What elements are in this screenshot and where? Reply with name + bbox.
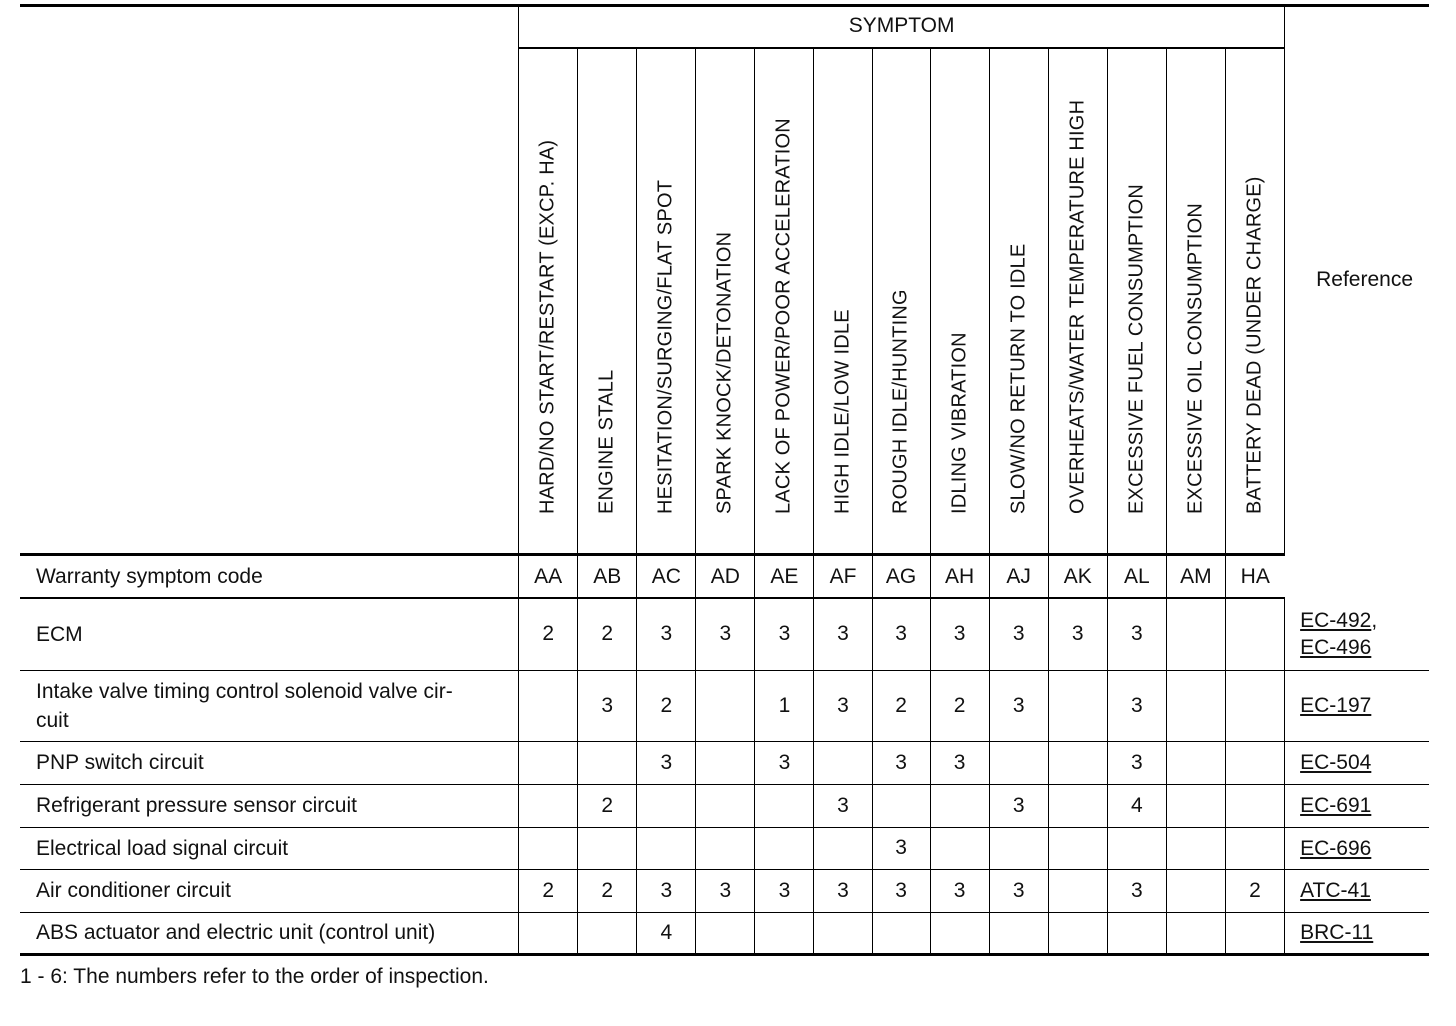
inspection-order-cell [519, 670, 578, 741]
symptom-header-label: HESITATION/SURGING/FLAT SPOT [654, 179, 677, 514]
table-row [20, 912, 1429, 954]
reference-header: Reference [1285, 5, 1429, 555]
inspection-order-cell: 3 [872, 869, 930, 912]
symptom-header [519, 48, 578, 555]
inspection-order-cell: 3 [755, 741, 814, 784]
symptom-header [872, 48, 930, 555]
inspection-order-cell [989, 912, 1048, 954]
table-row [20, 670, 1429, 741]
symptom-table [20, 5, 1429, 956]
symptom-header-label: HARD/NO START/RESTART (EXCP. HA) [536, 139, 559, 514]
inspection-order-cell: 3 [696, 869, 755, 912]
reference-cell [1285, 670, 1429, 741]
warranty-code: AM [1166, 555, 1225, 599]
inspection-order-cell: 4 [1107, 784, 1166, 827]
inspection-order-cell: 3 [1107, 598, 1166, 670]
reference-link[interactable]: EC-492 [1300, 608, 1372, 632]
row-label: Air conditioner circuit [20, 869, 519, 912]
inspection-order-cell [578, 827, 637, 869]
inspection-order-cell: 3 [814, 598, 872, 670]
table-row [20, 598, 1429, 670]
inspection-order-cell [1048, 869, 1107, 912]
inspection-order-cell [1166, 741, 1225, 784]
inspection-order-cell [519, 784, 578, 827]
inspection-order-cell [930, 784, 989, 827]
row-label: ECM [20, 598, 519, 670]
inspection-order-cell [519, 827, 578, 869]
inspection-order-cell [989, 827, 1048, 869]
row-label: PNP switch circuit [20, 741, 519, 784]
warranty-code: HA [1225, 555, 1284, 599]
table-row [20, 741, 1429, 784]
inspection-order-cell [1166, 827, 1225, 869]
footnote: 1 - 6: The numbers refer to the order of inspection. [20, 965, 489, 988]
reference-link[interactable]: EC-696 [1300, 836, 1372, 860]
inspection-order-cell [1166, 598, 1225, 670]
reference-cell [1285, 827, 1429, 869]
symptom-header-label: ENGINE STALL [595, 369, 618, 514]
warranty-code-label: Warranty symptom code [20, 555, 519, 599]
inspection-order-cell [637, 784, 696, 827]
inspection-order-cell: 3 [930, 598, 989, 670]
inspection-order-cell [1225, 598, 1284, 670]
reference-link[interactable]: EC-504 [1300, 751, 1372, 774]
reference-link[interactable]: ATC-41 [1300, 879, 1371, 902]
inspection-order-cell: 2 [578, 784, 637, 827]
inspection-order-cell: 3 [872, 598, 930, 670]
inspection-order-cell [637, 827, 696, 869]
reference-cell [1285, 912, 1429, 954]
reference-cell [1285, 784, 1429, 827]
inspection-order-cell: 3 [1107, 869, 1166, 912]
warranty-code: AJ [989, 555, 1048, 599]
inspection-order-cell [578, 741, 637, 784]
inspection-order-cell [1166, 869, 1225, 912]
inspection-order-cell [872, 784, 930, 827]
symptom-header-label: SPARK KNOCK/DETONATION [713, 231, 736, 514]
symptom-header [1225, 48, 1284, 555]
reference-separator: , [1371, 608, 1378, 632]
inspection-order-cell [519, 912, 578, 954]
inspection-order-cell: 2 [578, 598, 637, 670]
inspection-order-cell: 3 [1048, 598, 1107, 670]
reference-link[interactable]: EC-691 [1300, 794, 1372, 817]
reference-link[interactable]: EC-496 [1300, 635, 1372, 659]
symptom-header-label: BATTERY DEAD (UNDER CHARGE) [1243, 176, 1266, 514]
inspection-order-cell [1048, 670, 1107, 741]
reference-cell [1285, 598, 1429, 670]
warranty-code: AC [637, 555, 696, 599]
warranty-code: AG [872, 555, 930, 599]
symptom-header-label: IDLING VIBRATION [948, 332, 971, 514]
inspection-order-cell [696, 784, 755, 827]
row-label: ABS actuator and electric unit (control unit) [20, 912, 519, 954]
inspection-order-cell: 3 [814, 784, 872, 827]
inspection-order-cell [1107, 912, 1166, 954]
inspection-order-cell: 2 [872, 670, 930, 741]
inspection-order-cell [814, 827, 872, 869]
inspection-order-cell [696, 741, 755, 784]
row-label: Intake valve timing control solenoid valve cir- cuit [20, 670, 519, 741]
inspection-order-cell: 3 [930, 869, 989, 912]
reference-link[interactable]: EC-197 [1300, 694, 1372, 717]
inspection-order-cell: 3 [814, 869, 872, 912]
warranty-code-row [20, 555, 1429, 599]
symptom-header [578, 48, 637, 555]
reference-link[interactable]: BRC-11 [1300, 921, 1374, 944]
inspection-order-cell: 2 [637, 670, 696, 741]
inspection-order-cell: 3 [696, 598, 755, 670]
inspection-order-cell: 3 [637, 598, 696, 670]
row-label: Electrical load signal circuit [20, 827, 519, 869]
table-row [20, 784, 1429, 827]
inspection-order-cell: 3 [989, 670, 1048, 741]
inspection-order-cell [696, 912, 755, 954]
inspection-order-cell [1048, 741, 1107, 784]
inspection-order-cell: 3 [989, 869, 1048, 912]
symptom-header-label: SLOW/NO RETURN TO IDLE [1007, 243, 1030, 514]
inspection-order-cell [1107, 827, 1166, 869]
inspection-order-cell [1048, 912, 1107, 954]
inspection-order-cell [1166, 784, 1225, 827]
corner-cell [20, 5, 519, 555]
inspection-order-cell [1225, 670, 1284, 741]
symptom-header [696, 48, 755, 555]
inspection-order-cell: 2 [578, 869, 637, 912]
warranty-code: AH [930, 555, 989, 599]
symptom-header [1166, 48, 1225, 555]
inspection-order-cell [696, 827, 755, 869]
reference-cell [1285, 869, 1429, 912]
symptom-header-label: LACK OF POWER/POOR ACCELERATION [772, 118, 795, 514]
warranty-code: AD [696, 555, 755, 599]
inspection-order-cell [1166, 912, 1225, 954]
row-label: Refrigerant pressure sensor circuit [20, 784, 519, 827]
symptom-title: SYMPTOM [519, 5, 1285, 48]
inspection-order-cell [814, 741, 872, 784]
symptom-header [755, 48, 814, 555]
inspection-order-cell: 2 [519, 598, 578, 670]
table-row [20, 827, 1429, 869]
inspection-order-cell: 3 [814, 670, 872, 741]
inspection-order-cell: 2 [519, 869, 578, 912]
symptom-header [989, 48, 1048, 555]
inspection-order-cell [1048, 827, 1107, 869]
warranty-code: AF [814, 555, 872, 599]
inspection-order-cell [1225, 827, 1284, 869]
inspection-order-cell: 3 [872, 741, 930, 784]
inspection-order-cell: 3 [1107, 741, 1166, 784]
symptom-header [930, 48, 989, 555]
symptom-header-label: ROUGH IDLE/HUNTING [889, 289, 912, 514]
warranty-code: AB [578, 555, 637, 599]
symptom-header-label: EXCESSIVE OIL CONSUMPTION [1184, 203, 1207, 514]
inspection-order-cell [872, 912, 930, 954]
inspection-order-cell: 3 [989, 784, 1048, 827]
inspection-order-cell [814, 912, 872, 954]
symptom-header-label: EXCESSIVE FUEL CONSUMPTION [1125, 183, 1148, 514]
inspection-order-cell [1225, 741, 1284, 784]
inspection-order-cell [930, 912, 989, 954]
symptom-header [814, 48, 872, 555]
inspection-order-cell [519, 741, 578, 784]
inspection-order-cell: 1 [755, 670, 814, 741]
inspection-order-cell: 3 [755, 598, 814, 670]
warranty-code: AA [519, 555, 578, 599]
symptom-header [1048, 48, 1107, 555]
inspection-order-cell [930, 827, 989, 869]
inspection-order-cell: 3 [578, 670, 637, 741]
symptom-header-label: OVERHEATS/WATER TEMPERATURE HIGH [1066, 99, 1089, 514]
inspection-order-cell: 3 [930, 741, 989, 784]
inspection-order-cell: 2 [930, 670, 989, 741]
warranty-code: AL [1107, 555, 1166, 599]
inspection-order-cell [1225, 784, 1284, 827]
inspection-order-cell [755, 784, 814, 827]
inspection-order-cell [696, 670, 755, 741]
symptom-header [637, 48, 696, 555]
inspection-order-cell: 3 [872, 827, 930, 869]
inspection-order-cell: 3 [755, 869, 814, 912]
warranty-code: AE [755, 555, 814, 599]
inspection-order-cell: 3 [1107, 670, 1166, 741]
inspection-order-cell [755, 827, 814, 869]
inspection-order-cell [755, 912, 814, 954]
inspection-order-cell: 2 [1225, 869, 1284, 912]
symptom-header-label: HIGH IDLE/LOW IDLE [831, 309, 854, 514]
inspection-order-cell [1048, 784, 1107, 827]
inspection-order-cell [989, 741, 1048, 784]
inspection-order-cell [578, 912, 637, 954]
inspection-order-cell [1166, 670, 1225, 741]
reference-cell [1285, 741, 1429, 784]
inspection-order-cell: 3 [637, 741, 696, 784]
symptom-header [1107, 48, 1166, 555]
inspection-order-cell: 3 [637, 869, 696, 912]
inspection-order-cell: 3 [989, 598, 1048, 670]
inspection-order-cell: 4 [637, 912, 696, 954]
inspection-order-cell [1225, 912, 1284, 954]
warranty-code: AK [1048, 555, 1107, 599]
table-row [20, 869, 1429, 912]
